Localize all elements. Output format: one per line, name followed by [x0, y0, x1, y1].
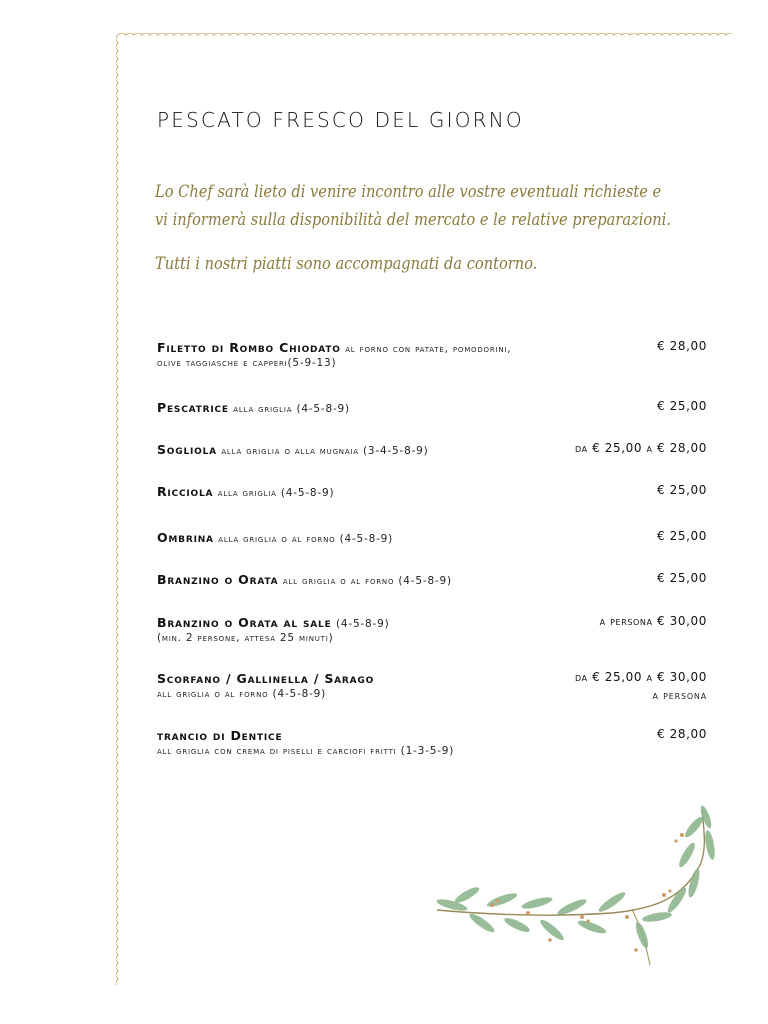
dish-name: Branzino o Orata al sale	[157, 615, 332, 630]
menu-item	[157, 529, 707, 547]
dish-description: al forno con patate, pomodorini,	[345, 343, 512, 355]
menu-item	[157, 727, 707, 757]
menu-item	[157, 614, 707, 644]
dish-description: alla griglia (4-5-8-9)	[217, 487, 335, 499]
dish-name: Pescatrice	[157, 400, 229, 415]
menu-item	[157, 399, 707, 417]
dish-price-note: a persona	[652, 689, 707, 702]
intro-line-2: vi informerà sulla disponibilità del mercato e le relative preparazioni.	[155, 210, 671, 230]
dish-description-cont: all griglia con crema di piselli e carciofi fritti (1-3-5-9)	[157, 745, 455, 757]
dish-name: Scorfano / Gallinella / Sarago	[157, 671, 375, 686]
dish-price: € 25,00	[656, 529, 707, 543]
dish-price: € 28,00	[656, 339, 707, 353]
dish-price: da € 25,00 a € 28,00	[574, 441, 707, 455]
dish-name: Ricciola	[157, 484, 214, 499]
dish-description: all griglia o al forno (4-5-8-9)	[282, 575, 452, 587]
intro-line-3: Tutti i nostri piatti sono accompagnati da contorno.	[155, 254, 538, 274]
dish-price: da € 25,00 a € 30,00	[574, 670, 707, 684]
dish-name: Filetto di Rombo Chiodato	[157, 340, 341, 355]
menu-item	[157, 670, 707, 700]
dish-name: Branzino o Orata	[157, 572, 279, 587]
dish-price: a persona € 30,00	[599, 614, 707, 628]
dish-price: € 28,00	[656, 727, 707, 741]
dish-description: (4-5-8-9)	[335, 618, 390, 630]
page-title: PESCATO FRESCO DEL GIORNO	[157, 108, 524, 132]
intro-text	[155, 178, 671, 234]
dish-name: Sogliola	[157, 442, 217, 457]
dish-description: alla griglia (4-5-8-9)	[233, 403, 350, 415]
dish-price: € 25,00	[656, 571, 707, 585]
intro-line-1: Lo Chef sarà lieto di venire incontro alle vostre eventuali richieste e	[155, 182, 662, 202]
olive-branch-decoration	[432, 805, 722, 980]
dish-name: trancio di Dentice	[157, 728, 283, 743]
menu-item	[157, 483, 707, 501]
dish-description: alla griglia o al forno (4-5-8-9)	[218, 533, 394, 545]
dish-description: alla griglia o alla mugnaia (3-4-5-8-9)	[221, 445, 429, 457]
dish-name: Ombrina	[157, 530, 214, 545]
menu-item	[157, 571, 707, 589]
dish-price: € 25,00	[656, 399, 707, 413]
dish-price: € 25,00	[656, 483, 707, 497]
dish-description-cont: all griglia o al forno (4-5-8-9)	[157, 688, 327, 700]
menu-item	[157, 441, 707, 459]
dish-description-cont: olive taggiasche e capperi(5-9-13)	[157, 357, 337, 369]
menu-item	[157, 339, 707, 369]
dish-description-cont: (min. 2 persone, attesa 25 minuti)	[157, 632, 334, 644]
